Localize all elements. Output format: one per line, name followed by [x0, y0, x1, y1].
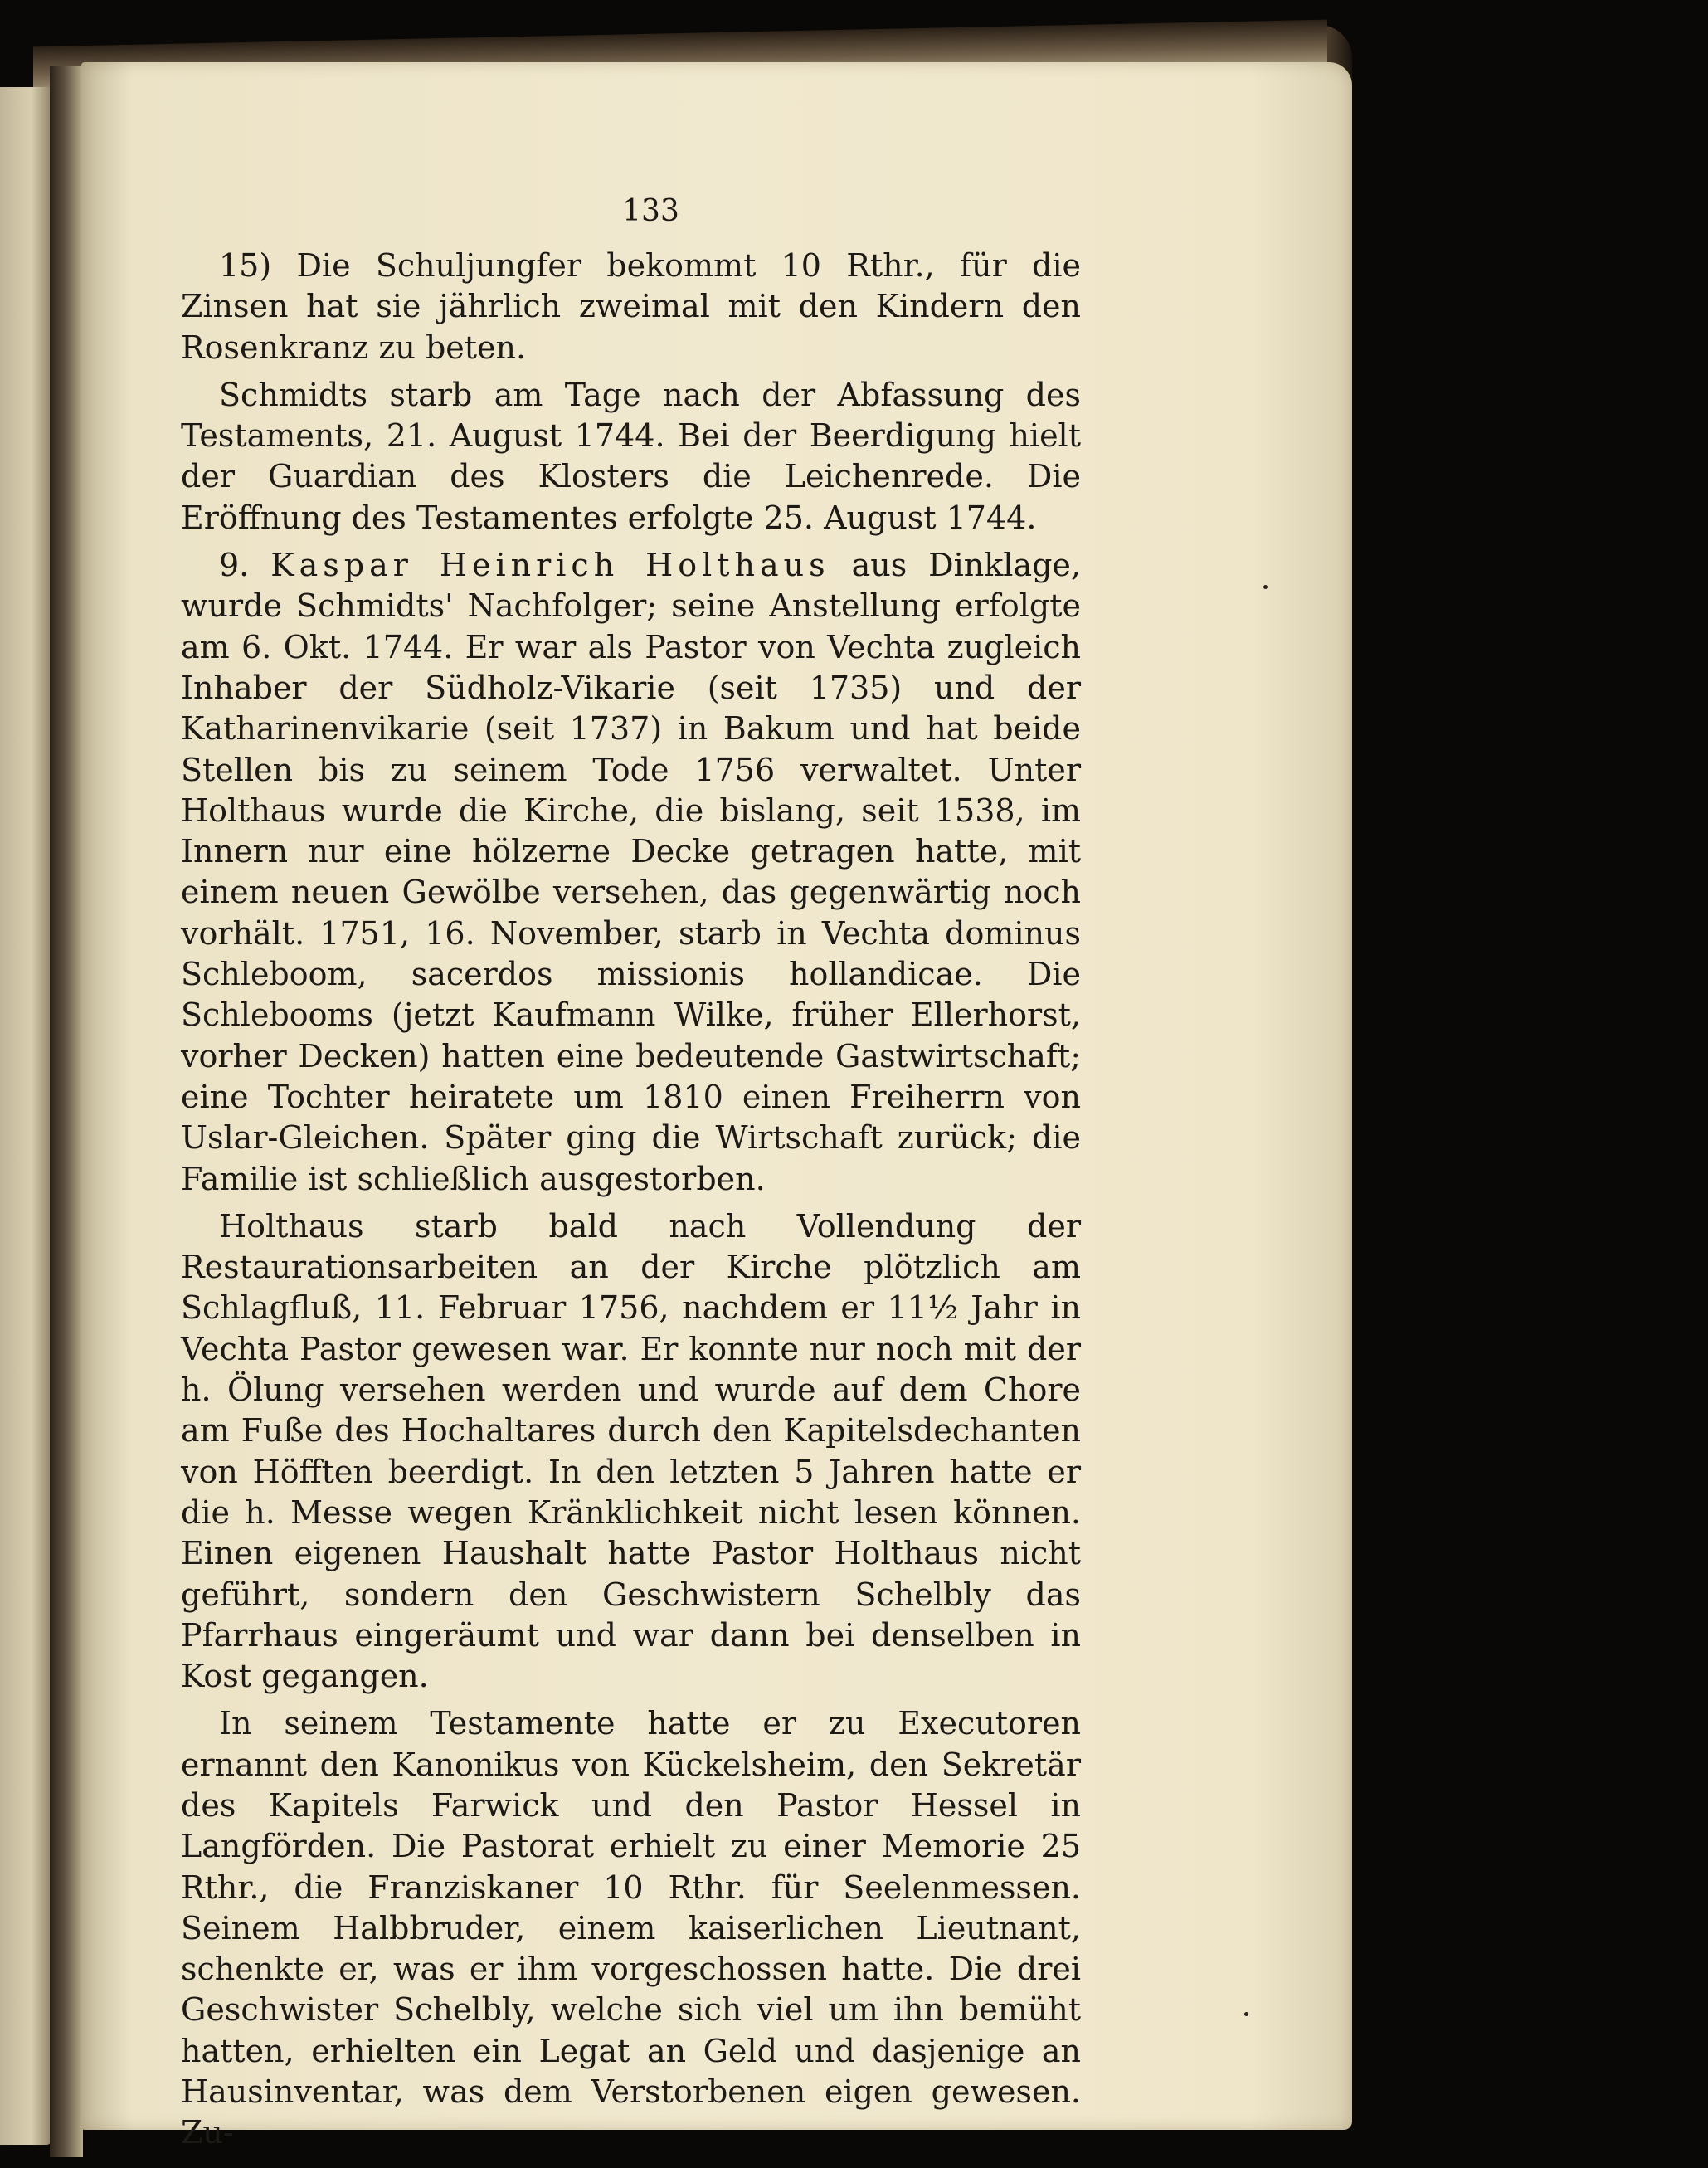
section-heading-name: Kaspar Heinrich Holthaus — [270, 547, 830, 584]
page-text — [181, 192, 1081, 2161]
book-gutter — [50, 66, 83, 2157]
paragraph-testament: In seinem Testamente hatte er zu Executoren ernannt den Kanonikus von Kückelsheim, den Sekretär des Kapitels Farwick und den Pastor Hessel in Langförden. Die Pastorat erhielt zu einer Memorie 25 Rthr., die Franziskaner 10 Rthr. für Seelenmessen. Seinem Halbbruder, einem kaiserlichen Lieutnant, schenkte er, was er ihm vorgeschossen hatte. Die drei Geschwister Schelbly, welche sich viel um ihn bemüht hatten, erhielten ein Legat an Geld und dasjenige an Hausinventar, was dem Verstorbenen eigen gewesen. Zu- — [181, 1705, 1081, 2151]
section-heading-rest: aus Dinklage, wurde — [181, 547, 1081, 625]
left-page-edge — [0, 87, 51, 2145]
ink-speck — [1244, 2012, 1248, 2016]
ink-speck — [1263, 585, 1268, 589]
page-number: 133 — [622, 194, 679, 228]
paragraph-holthaus-death: Holthaus starb bald nach Vollendung der Restaurationsarbeiten an der Kirche plötzlich am Schlagfluß, 11. Februar 1756, nachdem er 11½ Jahr in Vechta Pastor gewesen war. Er konnte nur noch mit der h. Ölung versehen werden und wurde auf dem Chore am Fuße des Hochaltares durch den Kapitelsdechanten von Höfften beerdigt. In den letzten 5 Jahren hatte er die h. Messe wegen Kränklichkeit nicht lesen können. Einen eigenen Haushalt hatte Pastor Holthaus nicht geführt, sondern den Geschwistern Schelbly das Pfarrhaus eingeräumt und war dann bei denselben in Kost gegangen. — [181, 1207, 1081, 1695]
paragraph-schmidts-death: Schmidts starb am Tage nach der Abfassung des Testaments, 21. August 1744. Bei der Beerdigung hielt der Guardian des Klosters die Leichenrede. Die Eröffnung des Testamentes erfolgte 25. August 1744. — [181, 376, 1081, 536]
paragraph-item-15: 15) Die Schuljungfer bekommt 10 Rthr., für die Zinsen hat sie jährlich zweimal mit den Kindern den Rosenkranz zu beten. — [181, 247, 1081, 366]
section-body: Schmidts' Nachfolger; seine Anstellung erfolgte am 6. Okt. 1744. Er war als Pastor von Vechta zugleich Inhaber der Südholz-Vikarie (seit 1735) und der Katharinenvikarie (seit 1737) in Bakum und hat beide Stellen bis zu seinem Tode 1756 verwaltet. Unter Holthaus wurde die Kirche, die bislang, seit 1538, im Innern nur eine hölzerne Decke getragen hatte, mit einem neuen Gewölbe versehen, das gegenwärtig noch vorhält. 1751, 16. November, starb in Vechta dominus Schleboom, sacerdos missionis hollandicae. Die Schlebooms (jetzt Kaufmann Wilke, früher Ellerhorst, vorher Decken) hatten eine bedeutende Gastwirtschaft; eine Tochter heiratete um 1810 einen Freiherrn von Uslar-Gleichen. Später ging die Wirtschaft zurück; die Familie ist schließlich ausgestorben. — [181, 587, 1081, 1197]
section-number: 9. — [219, 547, 250, 584]
paragraph-section-9 — [181, 545, 1081, 1200]
